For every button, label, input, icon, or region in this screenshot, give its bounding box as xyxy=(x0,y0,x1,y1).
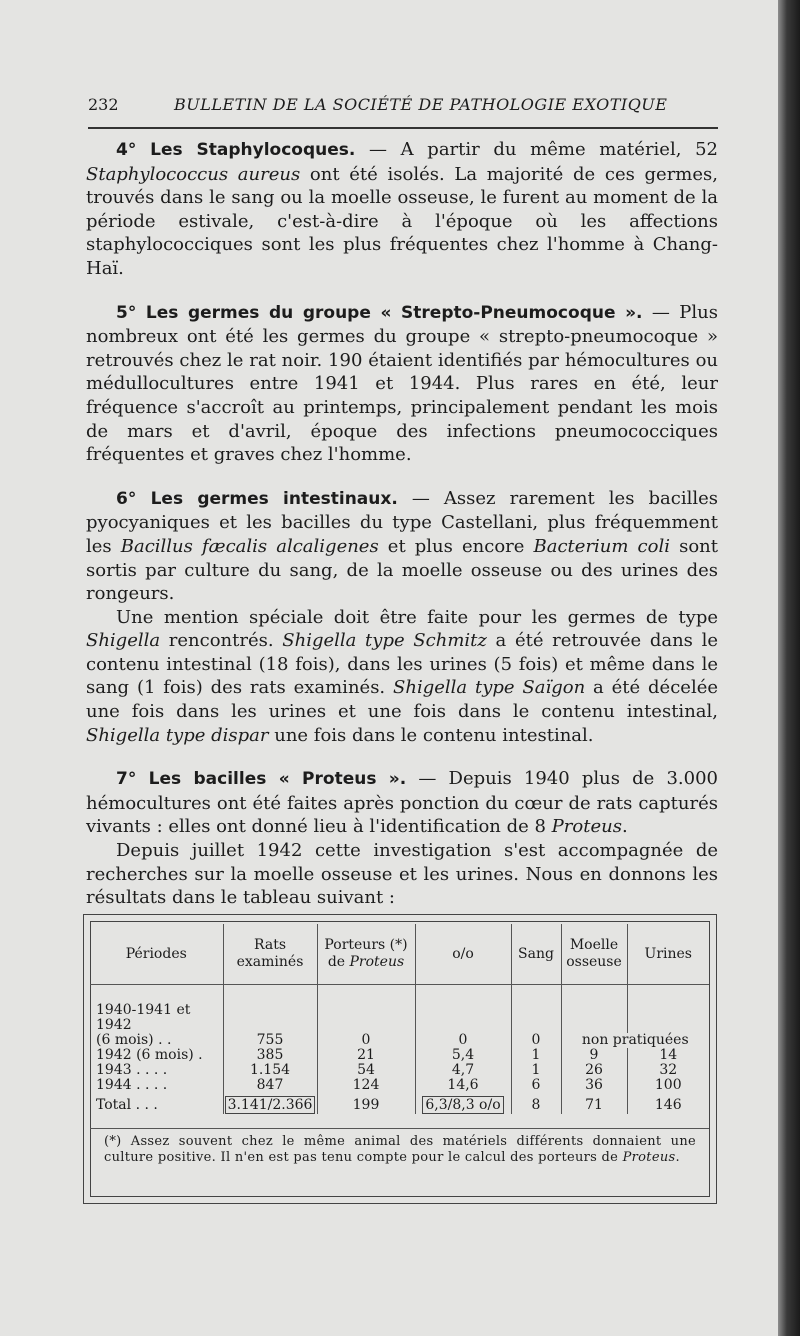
header-rule xyxy=(88,127,718,129)
cell-periode: 1943 . . . . xyxy=(96,1062,168,1078)
cell-porteurs: 54 xyxy=(317,1063,415,1078)
section-heading: 7° Les bacilles « Proteus ». xyxy=(116,769,407,790)
text-run: — Depuis 1940 plus de 3.000 hémocultures ont été faites après ponction du cœur de rats capturés vivants : elles ont donné lieu à l'identification de 8 xyxy=(86,768,718,838)
page-number: 232 xyxy=(88,95,119,114)
col-pct: o/o xyxy=(415,924,511,985)
col-moelle xyxy=(561,924,627,985)
cell-porteurs: 0 xyxy=(317,1033,415,1048)
text-run: sont sortis par culture du sang, de la moelle osseuse ou des urines des rongeurs. xyxy=(86,535,718,605)
cell-pct xyxy=(415,1003,511,1033)
text-run: rencontrés. xyxy=(160,630,283,652)
table-row xyxy=(90,1063,709,1078)
text-run: — A partir du même matériel, 52 xyxy=(355,139,718,160)
col-rats xyxy=(223,924,317,985)
cell-pct: 5,4 xyxy=(415,1048,511,1063)
paragraph-proteus xyxy=(86,767,718,839)
italic-run: Shigella type dispar xyxy=(86,724,269,746)
cell-urines: 14 xyxy=(627,1048,709,1063)
cell-total-moelle: 71 xyxy=(561,1093,627,1114)
cell-total-sang: 8 xyxy=(511,1093,561,1114)
cell-moelle: 36 xyxy=(561,1078,627,1093)
footnote-rule xyxy=(90,1128,709,1129)
cell-periode: (6 mois) . . xyxy=(96,1032,172,1048)
cell-rats: 847 xyxy=(223,1078,317,1093)
cell-sang xyxy=(511,1003,561,1033)
paragraph-shigella xyxy=(86,606,718,748)
cell-rats: 385 xyxy=(223,1048,317,1063)
header-text: Rats xyxy=(253,937,287,953)
total-rats-value: 3.141/2.366 xyxy=(225,1096,316,1114)
text-run: a été retrouvée dans le contenu intestinal (18 fois), dans les urines (5 fois) et même dans le sang (1 fois) des rats examinés. xyxy=(86,630,718,699)
text-run: (*) Assez souvent chez le même animal des matériels différents donnaient une culture positive. Il n'en est pas tenu compte pour le calcul des porteurs de xyxy=(104,1134,696,1165)
cell-periode: 1942 (6 mois) . xyxy=(96,1047,203,1063)
cell-total-urines: 146 xyxy=(627,1093,709,1114)
cell-rats xyxy=(223,1003,317,1033)
col-sang: Sang xyxy=(511,924,561,985)
proteus-table xyxy=(90,924,709,1114)
header-text: osseuse xyxy=(566,954,622,970)
cell-urines: 32 xyxy=(627,1063,709,1078)
cell-moelle: 26 xyxy=(561,1063,627,1078)
text-run: a été décelée une fois dans les urines et une fois dans le contenu intestinal, xyxy=(86,677,719,723)
col-porteurs xyxy=(317,924,415,985)
cell-rats: 755 xyxy=(223,1033,317,1048)
section-heading: 4° Les Staphylocoques. xyxy=(116,140,356,160)
text-run: ont été isolés. La majorité de ces germes, trouvés dans le sang ou la moelle osseuse, le furent au moment de la période estivale, c'est-à-dire à l'époque où les affections staphylococciques sont les plus fréquentes chez l'homme à Chang-Haï. xyxy=(86,163,718,279)
cell-moelle: 9 xyxy=(561,1048,627,1063)
cell-pct: 4,7 xyxy=(415,1063,511,1078)
cell-total-rats xyxy=(223,1093,317,1114)
table-row xyxy=(90,1048,709,1063)
table-row xyxy=(90,1033,709,1048)
cell-sang: 1 xyxy=(511,1063,561,1078)
cell-sang: 0 xyxy=(511,1033,561,1048)
text-run: Depuis juillet 1942 cette investigation s'est accompagnée de recherches sur la moelle osseuse et les urines. Nous en donnons les résultats dans le tableau suivant : xyxy=(86,840,718,909)
header-text: Moelle xyxy=(569,937,619,953)
text-run: . xyxy=(675,1149,680,1165)
cell-urines: 100 xyxy=(627,1078,709,1093)
col-urines: Urines xyxy=(627,924,709,985)
page-edge-shadow xyxy=(778,0,800,1336)
text-run: et plus encore xyxy=(378,535,534,557)
col-periodes: Périodes xyxy=(90,924,223,985)
table-footnote xyxy=(104,1134,696,1165)
italic-run: Proteus xyxy=(622,1149,676,1165)
text-run: . xyxy=(621,816,628,838)
table-spacer-row xyxy=(90,985,709,1004)
header-text: examinés xyxy=(236,954,304,970)
italic-run: Proteus xyxy=(551,816,622,838)
cell-porteurs: 21 xyxy=(317,1048,415,1063)
cell-total-porteurs: 199 xyxy=(317,1093,415,1114)
body-text xyxy=(86,138,718,910)
cell-sang: 1 xyxy=(511,1048,561,1063)
section-heading: 5° Les germes du groupe « Strepto-Pneumocoque ». xyxy=(116,302,643,323)
cell-non-pratiquees: non pratiquées xyxy=(561,1033,709,1048)
cell-rats: 1.154 xyxy=(223,1063,317,1078)
cell-total-label: Total . . . xyxy=(96,1096,158,1113)
cell-porteurs: 124 xyxy=(317,1078,415,1093)
cell-sang: 6 xyxy=(511,1078,561,1093)
italic-run: Shigella xyxy=(86,630,161,652)
table-row xyxy=(90,1003,709,1033)
header-text: Proteus xyxy=(349,954,405,970)
table-total-row xyxy=(90,1093,709,1114)
running-title: BULLETIN DE LA SOCIÉTÉ DE PATHOLOGIE EXOTIQUE xyxy=(174,95,668,114)
text-run: Une mention spéciale doit être faite pour les germes de type xyxy=(116,606,718,628)
text-run: — Assez rarement les bacilles pyocyaniques et les bacilles du type Castellani, plus fréquemment les xyxy=(86,487,718,557)
paragraph-tableau-intro xyxy=(86,839,718,910)
table-row xyxy=(90,1078,709,1093)
section-heading: 6° Les germes intestinaux. xyxy=(116,488,398,509)
cell-porteurs xyxy=(317,1003,415,1033)
cell-periode: 1944 . . . . xyxy=(96,1077,168,1093)
cell-pct: 0 xyxy=(415,1033,511,1048)
italic-run: Bacillus fæcalis alcaligenes xyxy=(120,535,379,557)
italic-run: Shigella type Saïgon xyxy=(393,677,586,699)
table-header-row xyxy=(90,924,709,985)
cell-periode: 1940-1941 et 1942 xyxy=(96,1002,191,1033)
italic-run: Staphylococcus aureus xyxy=(86,163,301,185)
cell-pct: 14,6 xyxy=(415,1078,511,1093)
paragraph-intestinaux xyxy=(86,487,718,606)
italic-run: Bacterium coli xyxy=(533,535,670,557)
header-text: Porteurs (*) xyxy=(324,937,408,953)
paragraph-strepto xyxy=(86,301,718,467)
total-pct-value: 6,3/8,3 o/o xyxy=(422,1096,503,1114)
cell-urines xyxy=(627,1003,709,1033)
cell-moelle xyxy=(561,1003,627,1033)
cell-total-pct xyxy=(415,1093,511,1114)
paragraph-staphylocoques xyxy=(86,138,718,281)
text-run: — Plus nombreux ont été les germes du groupe « strepto-pneumocoque » retrouvés chez le rat noir. 190 étaient identifiés par hémocultures ou médullocultures entre 1941 et 1944. Plus rares en été, leur fréquence s'accroît au printemps, principalement pendant les mois de mars et d'avril, époque des infections pneumococciques fréquentes et graves chez l'homme. xyxy=(86,301,718,466)
header-text: de xyxy=(327,954,350,970)
text-run: une fois dans le contenu intestinal. xyxy=(268,724,594,746)
italic-run: Shigella type Schmitz xyxy=(282,630,487,652)
